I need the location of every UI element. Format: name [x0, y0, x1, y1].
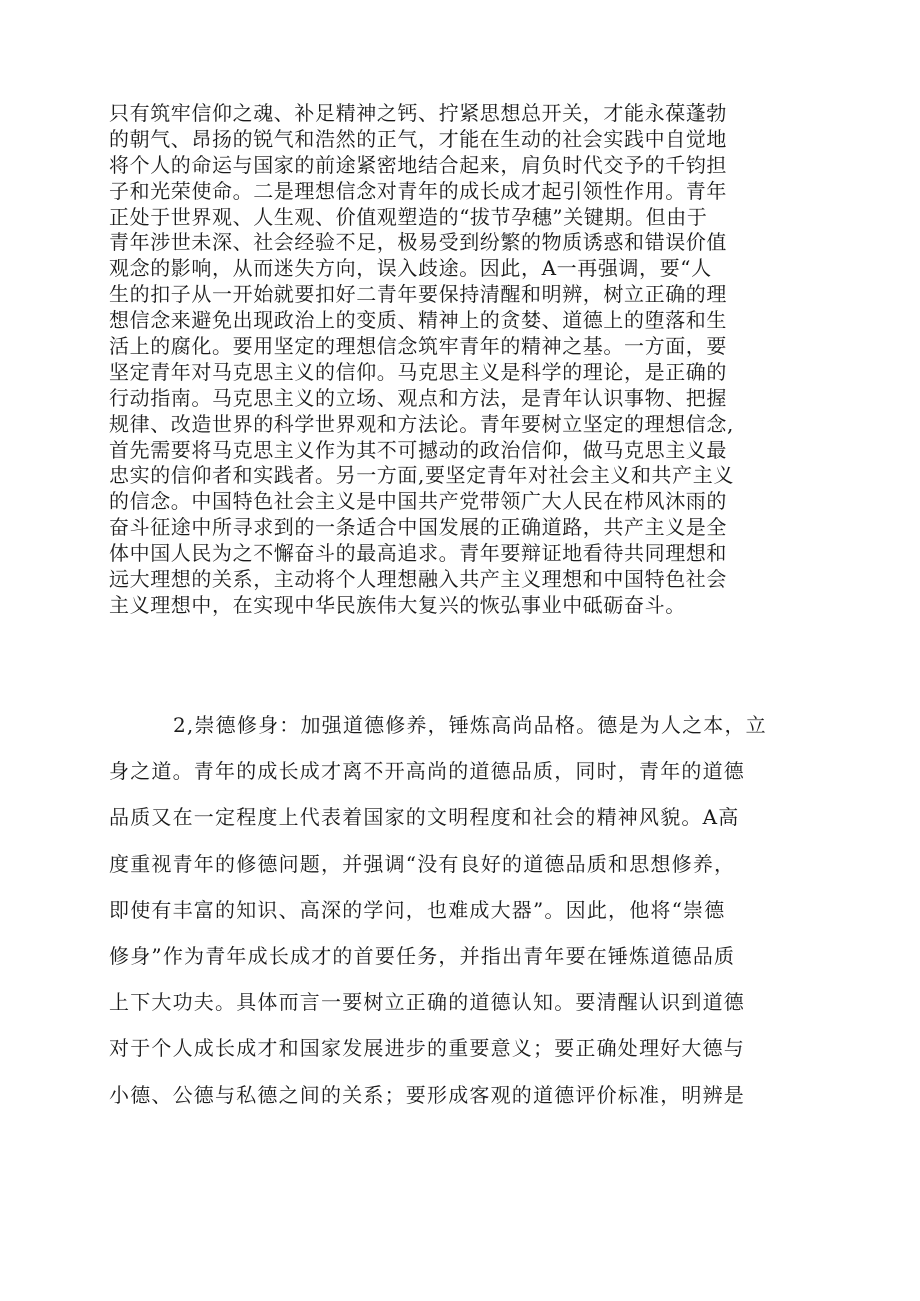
text-line: 行动指南。马克思主义的立场、观点和方法，是青年认识事物、把握: [109, 385, 727, 410]
text-line: 上下大功夫。具体而言一要树立正确的道德认知。要清醒认识到道德: [109, 990, 745, 1015]
text-line: 生的扣子从一开始就要扣好二青年要保持清醒和明辨，树立正确的理: [109, 282, 727, 307]
text-line: 远大理想的关系，主动将个人理想融入共产主义理想和中国特色社会: [109, 567, 727, 592]
text-line: 品质又在一定程度上代表着国家的文明程度和社会的精神风貌。A高: [109, 805, 740, 830]
text-line: 身之道。青年的成长成才离不开高尚的道德品质，同时，青年的道德: [109, 759, 745, 784]
text-line: 奋斗征途中所寻求到的一条适合中国发展的正确道路，共产主义是全: [109, 515, 727, 540]
text-line: 对于个人成长成才和国家发展进步的重要意义；要正确处理好大德与: [109, 1036, 745, 1061]
paragraph-ideals-beliefs: [109, 101, 821, 619]
text-line: 青年涉世未深、社会经验不足，极易受到纷繁的物质诱惑和错误价值: [109, 230, 727, 255]
text-line: 的信念。中国特色社会主义是中国共产党带领广大人民在栉风沐雨的: [109, 489, 727, 514]
section-heading-line: 2,崇德修身：加强道德修养，锤炼高尚品格。德是为人之本，立: [173, 713, 767, 737]
text-line: 主义理想中，在实现中华民族伟大复兴的恢弘事业中砥砺奋斗。: [109, 592, 686, 617]
text-line: 小德、公德与私德之间的关系；要形成客观的道德评价标准，明辨是: [109, 1082, 745, 1107]
text-line: 观念的影响，从而迷失方向，误入歧途。因此，A一再强调，要“人: [109, 256, 712, 281]
text-line: 首先需要将马克思主义作为其不可撼动的政治信仰，做马克思主义最: [109, 437, 727, 462]
text-line: 子和光荣使命。二是理想信念对青年的成长成才起引领性作用。青年: [109, 178, 727, 203]
text-line: 正处于世界观、人生观、价值观塑造的“拔节孕穗”关键期。但由于: [109, 204, 708, 229]
text-line: 修身”作为青年成长成才的首要任务，并指出青年要在锤炼道德品质: [109, 943, 736, 968]
text-line: 将个人的命运与国家的前途紧密地结合起来，肩负时代交予的千钧担: [109, 152, 727, 177]
text-line: 忠实的信仰者和实践者。另一方面,要坚定青年对社会主义和共产主义: [109, 463, 734, 488]
text-line: 体中国人民为之不懈奋斗的最高追求。青年要辩证地看待共同理想和: [109, 541, 727, 566]
text-line: 即使有丰富的知识、高深的学问，也难成大器”。因此，他将“崇德: [109, 897, 726, 922]
text-line: 想信念来避免出现政治上的变质、精神上的贪婪、道德上的堕落和生: [109, 308, 727, 333]
text-line: 规律、改造世界的科学世界观和方法论。青年要树立坚定的理想信念,: [109, 411, 734, 436]
text-line: 活上的腐化。要用坚定的理想信念筑牢青年的精神之基。一方面，要: [109, 334, 727, 359]
paragraph-moral-cultivation: [109, 702, 821, 1118]
text-line: 只有筑牢信仰之魂、补足精神之钙、拧紧思想总开关，才能永葆蓬勃: [109, 101, 727, 125]
text-line: 的朝气、昂扬的锐气和浩然的正气，才能在生动的社会实践中自觉地: [109, 126, 727, 151]
text-line: 度重视青年的修德问题，并强调“没有良好的道德品质和思想修养，: [109, 851, 736, 876]
text-line: 坚定青年对马克思主义的信仰。马克思主义是科学的理论，是正确的: [109, 359, 727, 384]
